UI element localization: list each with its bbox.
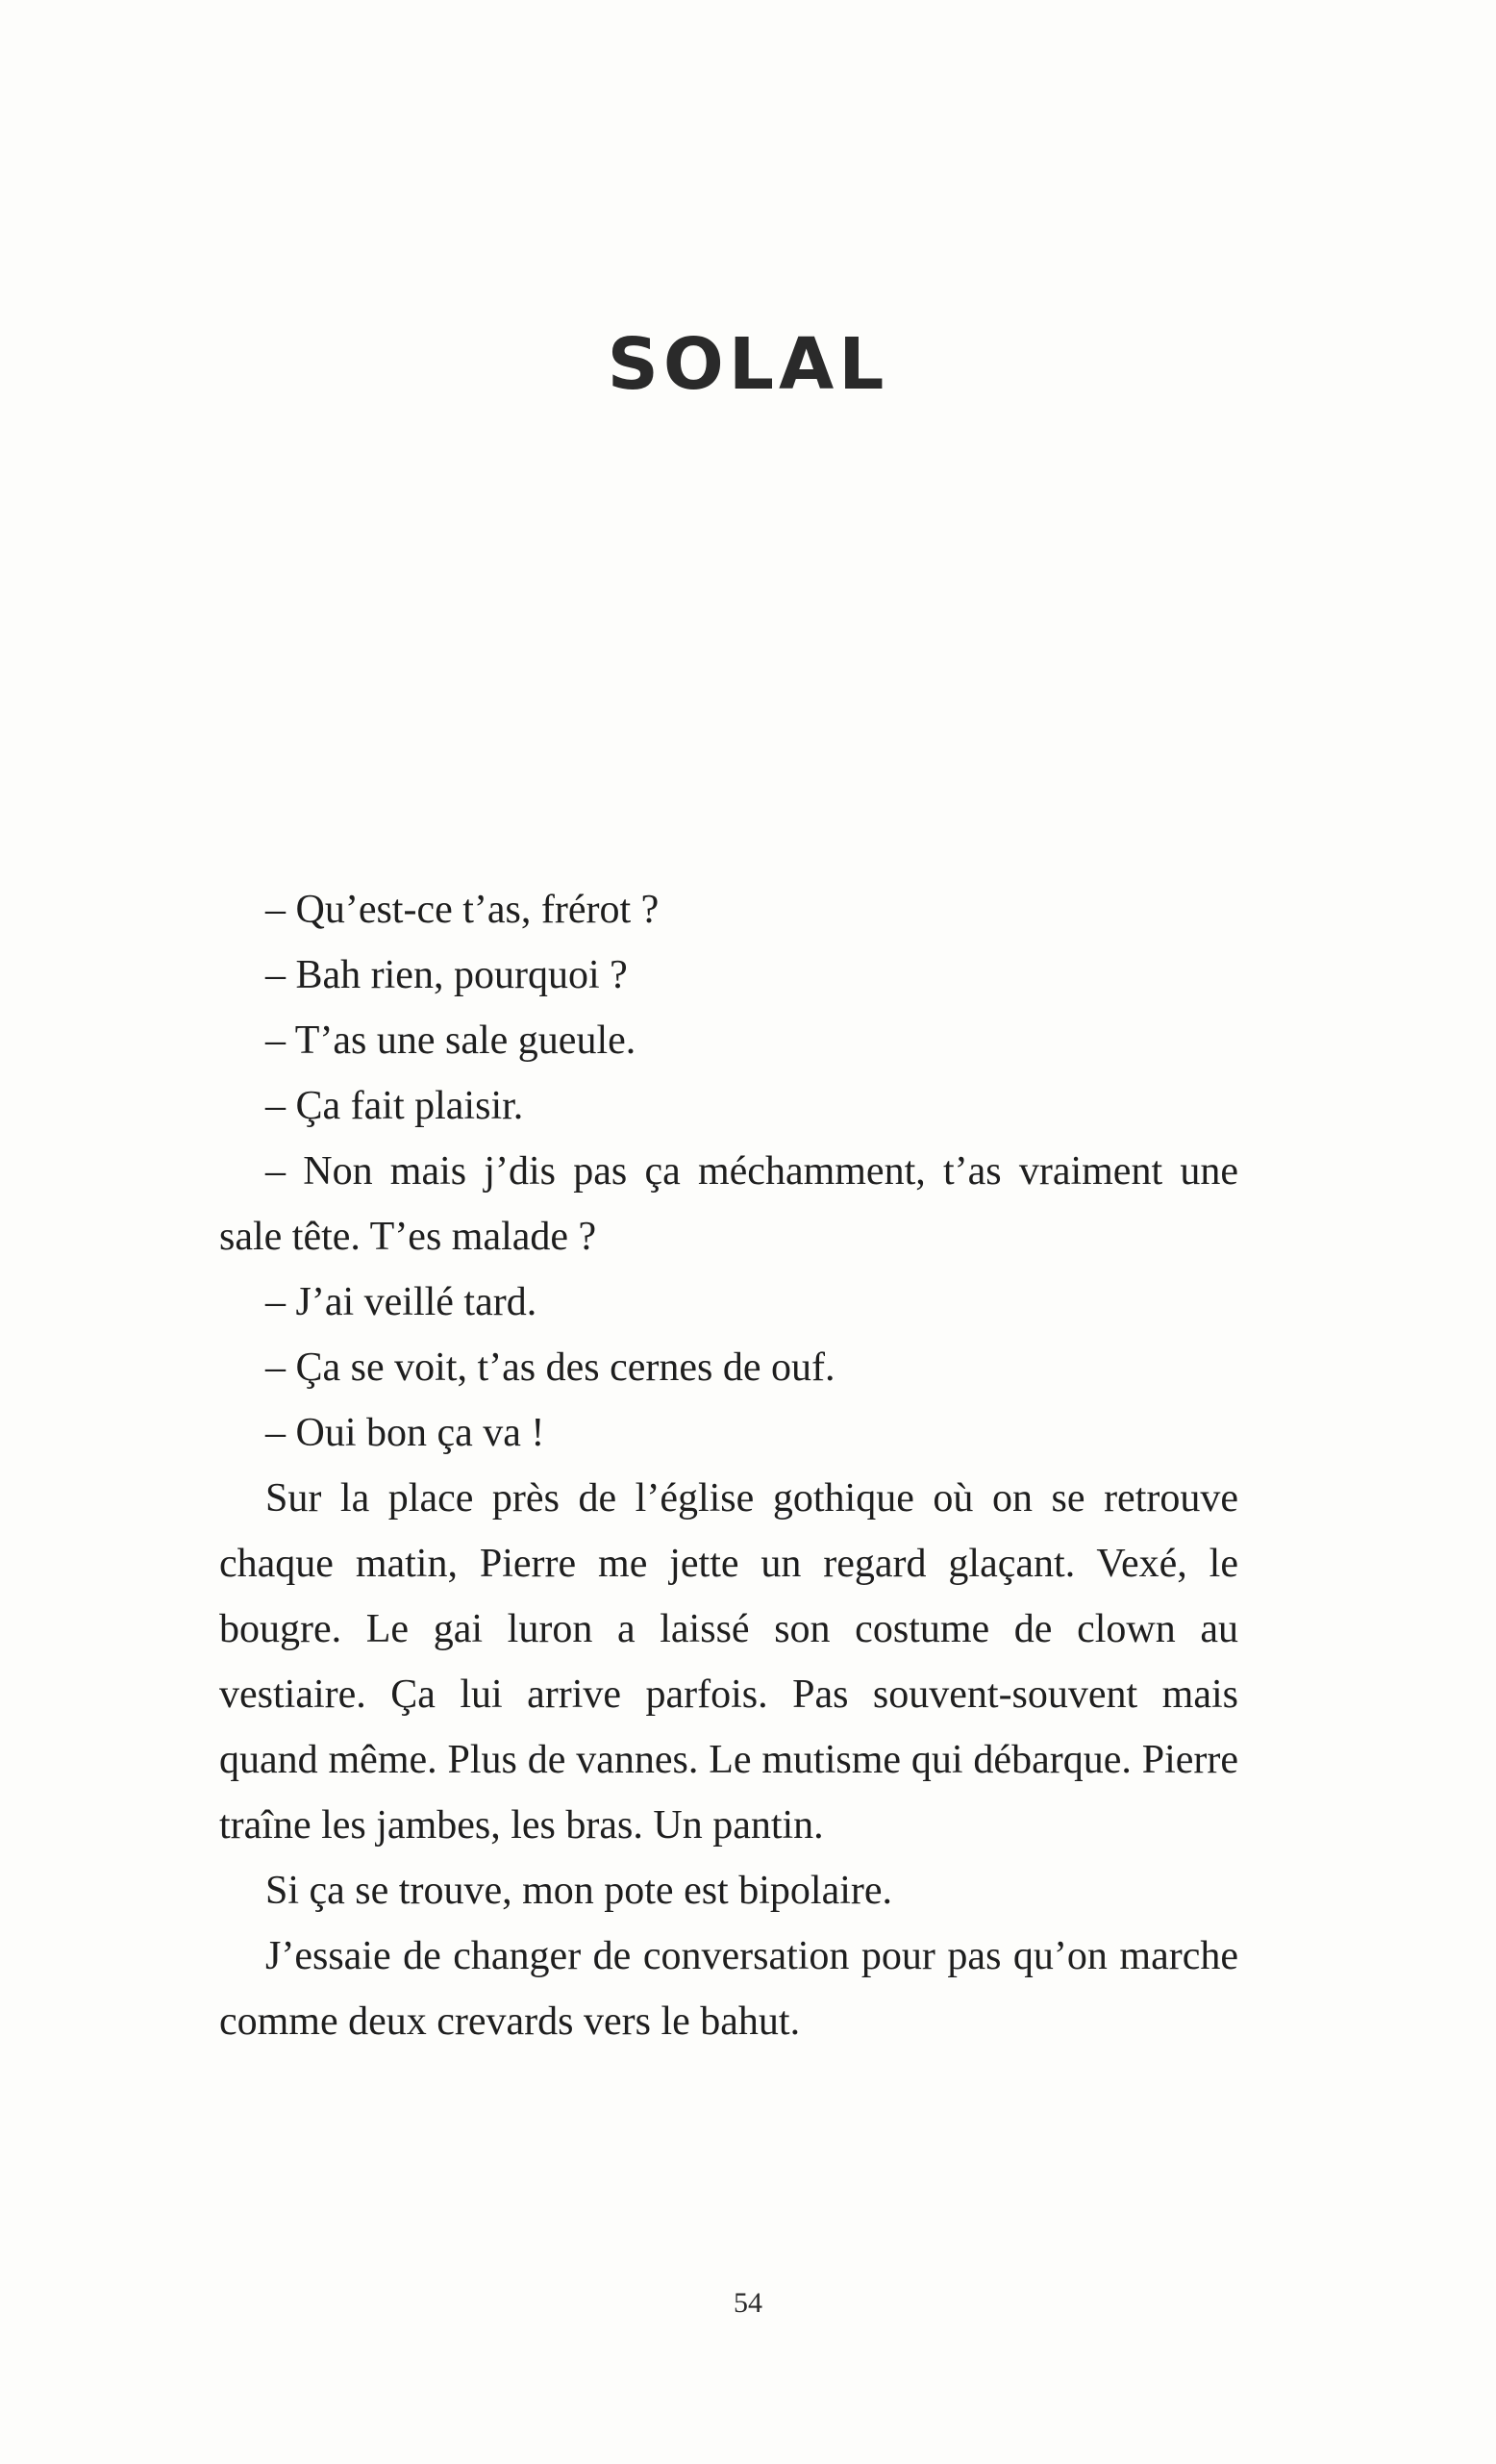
narrative-paragraph: Sur la place près de l’église gothique où on se retrouve chaque matin, Pierre me jette un regard glaçant. Vexé, le bougre. Le gai luron a laissé son costume de clown au vestiaire. Ça lui arrive parfois. Pas souvent-souvent mais quand même. Plus de vannes. Le mutisme qui débarque. Pierre traîne les jambes, les bras. Un pantin. [219, 1476, 1238, 1848]
dialogue-line: – Ça fait plaisir. [265, 1084, 524, 1128]
body-text [219, 877, 1238, 2054]
chapter-title: SOLAL [607, 322, 889, 406]
dialogue-line: – Qu’est-ce t’as, frérot ? [265, 888, 660, 932]
dialogue-line: – Ça se voit, t’as des cernes de ouf. [265, 1345, 835, 1390]
dialogue-line: – Non mais j’dis pas ça méchamment, t’as vraiment une sale tête. T’es malade ? [219, 1149, 1238, 1259]
narrative-paragraph: J’essaie de changer de conversation pour pas qu’on marche comme deux crevards vers le bahut. [219, 1934, 1238, 2044]
page-number: 54 [734, 2287, 762, 2319]
dialogue-line: – Bah rien, pourquoi ? [265, 953, 628, 997]
dialogue-line: – J’ai veillé tard. [265, 1280, 537, 1324]
narrative-paragraph: Si ça se trouve, mon pote est bipolaire. [265, 1869, 893, 1913]
dialogue-line: – T’as une sale gueule. [265, 1018, 636, 1063]
dialogue-line: – Oui bon ça va ! [265, 1411, 545, 1455]
